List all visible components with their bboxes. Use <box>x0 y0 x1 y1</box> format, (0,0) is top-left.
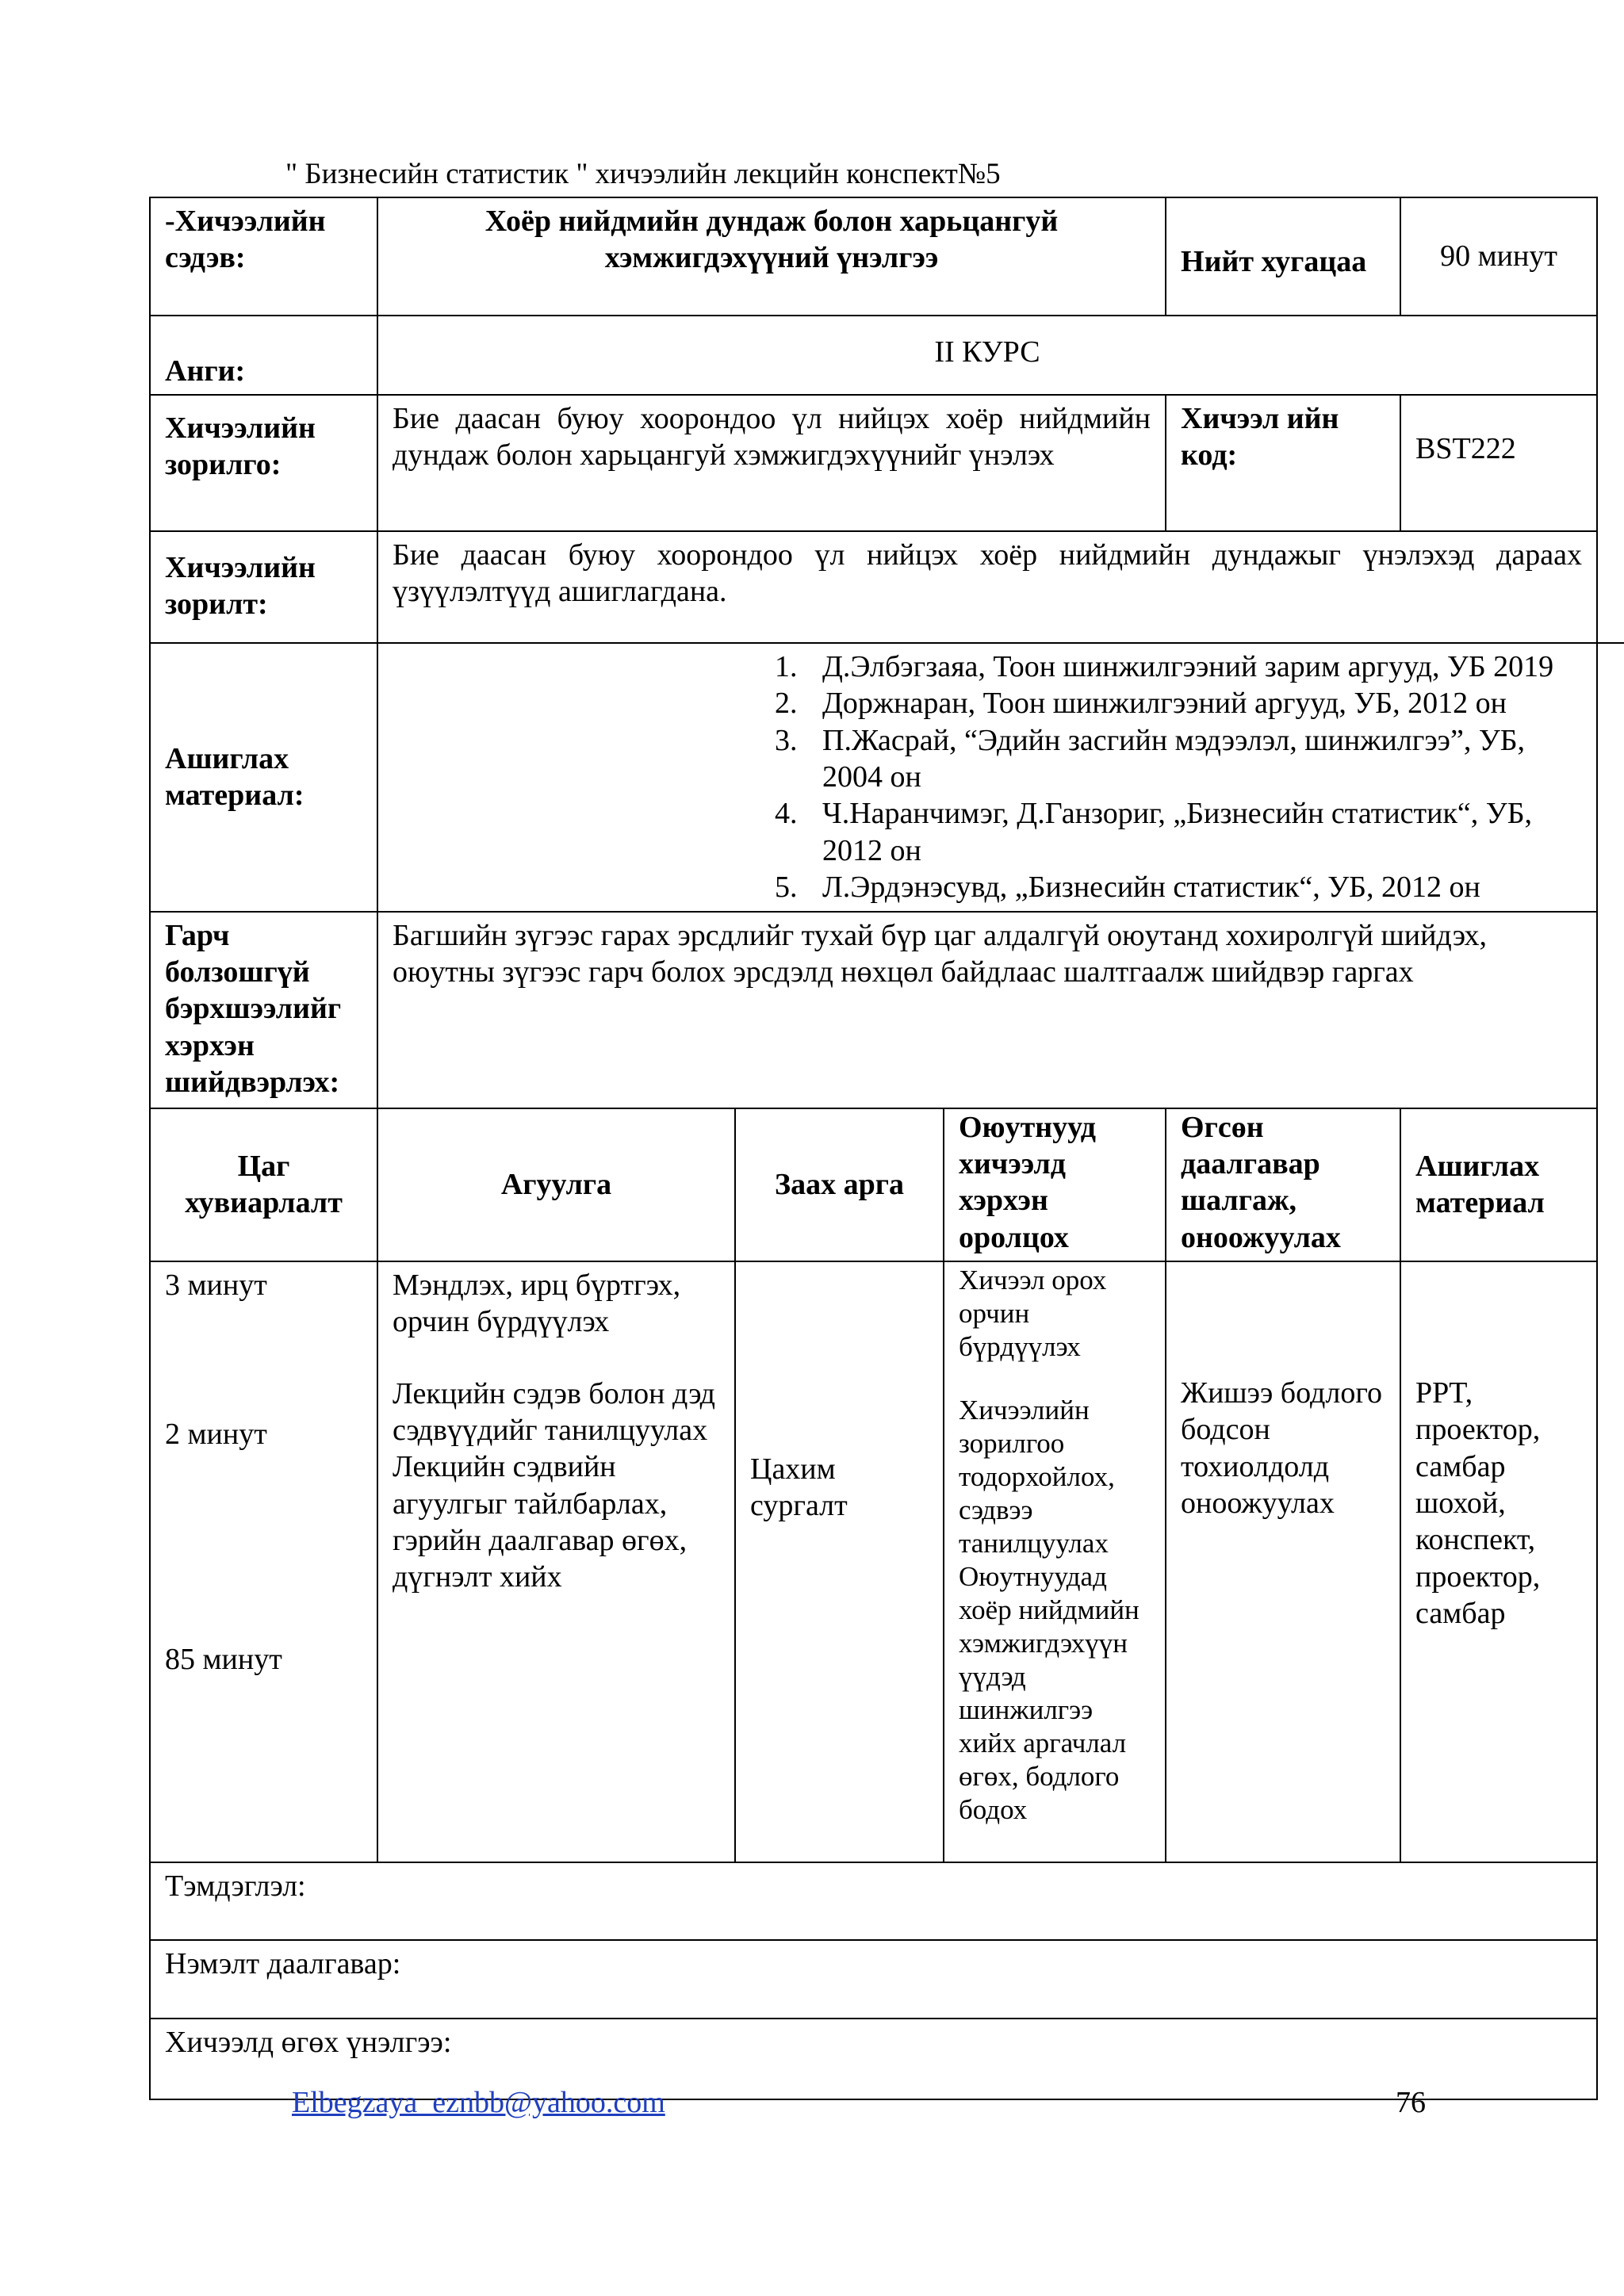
student-activity: Оюутнуудад хоёр нийдмийн хэмжигдэхүүн үүдэд шинжилгээ хийх аргачлал өгөх, бодлого бодох <box>959 1560 1139 1825</box>
lecture-plan-table <box>149 197 1598 2100</box>
class-label: Анги: <box>150 316 377 395</box>
objective-label: Хичээлийн зорилт: <box>150 531 377 643</box>
assignment-check: Жишээ бодлого бодсон тохиолдолд оноожуулах <box>1166 1261 1400 1862</box>
reference-item: 4. Ч.Наранчимэг, Д.Ганзориг, „Бизнесийн статистик“, УБ, 2012 он <box>775 797 1533 867</box>
author-email-link[interactable]: Elbegzaya_eznbb@yahoo.com <box>292 2086 665 2119</box>
content-item: Лекцийн сэдвийн агуулгыг тайлбарлах, гэрийн даалгавар өгөх, дүгнэлт хийх <box>393 1450 688 1594</box>
schedule-header-content: Агуулга <box>377 1108 735 1261</box>
time-slot: 2 минут <box>165 1417 267 1451</box>
student-activity: Хичээл орох орчин бүрдүүлэх <box>959 1264 1107 1362</box>
content-item: Лекцийн сэдэв болон дэд сэдвүүдийг танилцуулах <box>393 1376 715 1448</box>
schedule-body-row <box>150 1261 1597 1862</box>
time-slot: 3 минут <box>165 1268 267 1302</box>
teaching-method: Цахим сургалт <box>735 1261 944 1862</box>
course-code-label: Хичээл ийн код: <box>1166 395 1400 531</box>
time-slot: 85 минут <box>165 1642 282 1676</box>
risk-value: Багшийн зүгээс гарах эрсдлийг тухай бүр цаг алдалгүй оюутанд хохиролгүй шийдэх, оюутны зүгээс гарч болох эрсдэлд нөхцөл байдлаас шалтгаалж шийдвэр гаргах <box>377 912 1597 1108</box>
evaluation-label: Хичээлд өгөх үнэлгээ: <box>150 2019 1597 2099</box>
topic-value: Хоёр нийдмийн дундаж болон харьцангуй хэмжигдэхүүний үнэлгээ <box>377 197 1166 316</box>
topic-row <box>150 197 1597 316</box>
total-time-label: Нийт хугацаа <box>1166 197 1400 316</box>
risk-label: Гарч болзошгүй бэрхшээлийг хэрхэн шийдвэрлэх: <box>150 912 377 1108</box>
content-item: Мэндлэх, ирц бүртгэх, орчин бүрдүүлэх <box>393 1268 681 1339</box>
goal-label: Хичээлийн зорилго: <box>150 395 377 531</box>
notes-row <box>150 1862 1597 1940</box>
goal-row <box>150 395 1597 531</box>
course-code-value: BST222 <box>1400 395 1597 531</box>
extra-task-label: Нэмэлт даалгавар: <box>150 1940 1597 2019</box>
schedule-header-row <box>150 1108 1597 1261</box>
materials-label: Ашиглах материал: <box>150 643 377 912</box>
materials-row <box>150 643 1597 912</box>
reference-item: 5. Л.Эрдэнэсувд, „Бизнесийн статистик“, УБ, 2012 он <box>775 871 1480 905</box>
student-activity: Хичээлийн зорилгоо тодорхойлох, сэдвээ танилцуулах <box>959 1394 1115 1559</box>
reference-item: 2. Доржнаран, Тоон шинжилгээний аргууд, УБ, 2012 он <box>775 687 1507 721</box>
total-time-value: 90 минут <box>1400 197 1597 316</box>
goal-value: Бие даасан буюу хоорондоо үл нийцэх хоёр нийдмийн дундаж болон харьцангуй хэмжигдэхүүнийг үнэлэх <box>377 395 1166 531</box>
reference-list <box>378 649 1582 906</box>
reference-item: 1. Д.Элбэгзаяа, Тоон шинжилгээний зарим аргууд, УБ 2019 <box>775 650 1554 683</box>
objective-value: Бие даасан буюу хоорондоо үл нийцэх хоёр нийдмийн дундажыг үнэлэхэд дараах үзүүлэлтүүд ашиглагдана. <box>377 531 1597 643</box>
divider <box>1578 642 1624 644</box>
schedule-header-method: Заах арга <box>735 1108 944 1261</box>
extra-task-row <box>150 1940 1597 2019</box>
class-row <box>150 316 1597 395</box>
schedule-header-student: Оюутнууд хичээлд хэрхэн оролцох <box>944 1108 1166 1261</box>
page-number: 76 <box>1396 2086 1426 2119</box>
topic-label: -Хичээлийн сэдэв: <box>150 197 377 316</box>
risk-row <box>150 912 1597 1108</box>
reference-item: 3. П.Жасрай, “Эдийн засгийн мэдээлэл, шинжилгээ”, УБ, 2004 он <box>775 723 1526 794</box>
schedule-header-material: Ашиглах материал <box>1400 1108 1597 1261</box>
schedule-header-time: Цаг хувиарлалт <box>150 1108 377 1261</box>
schedule-header-check: Өгсөн даалгавар шалгаж, оноожуулах <box>1166 1108 1400 1261</box>
notes-label: Тэмдэглэл: <box>150 1862 1597 1940</box>
objective-row <box>150 531 1597 643</box>
class-value: II КУРС <box>377 316 1597 395</box>
lesson-materials: PPT, проектор, самбар шохой, конспект, проектор, самбар <box>1400 1261 1597 1862</box>
page-title: " Бизнесийн статистик " хичээлийн лекцийн конспект№5 <box>285 158 1001 190</box>
